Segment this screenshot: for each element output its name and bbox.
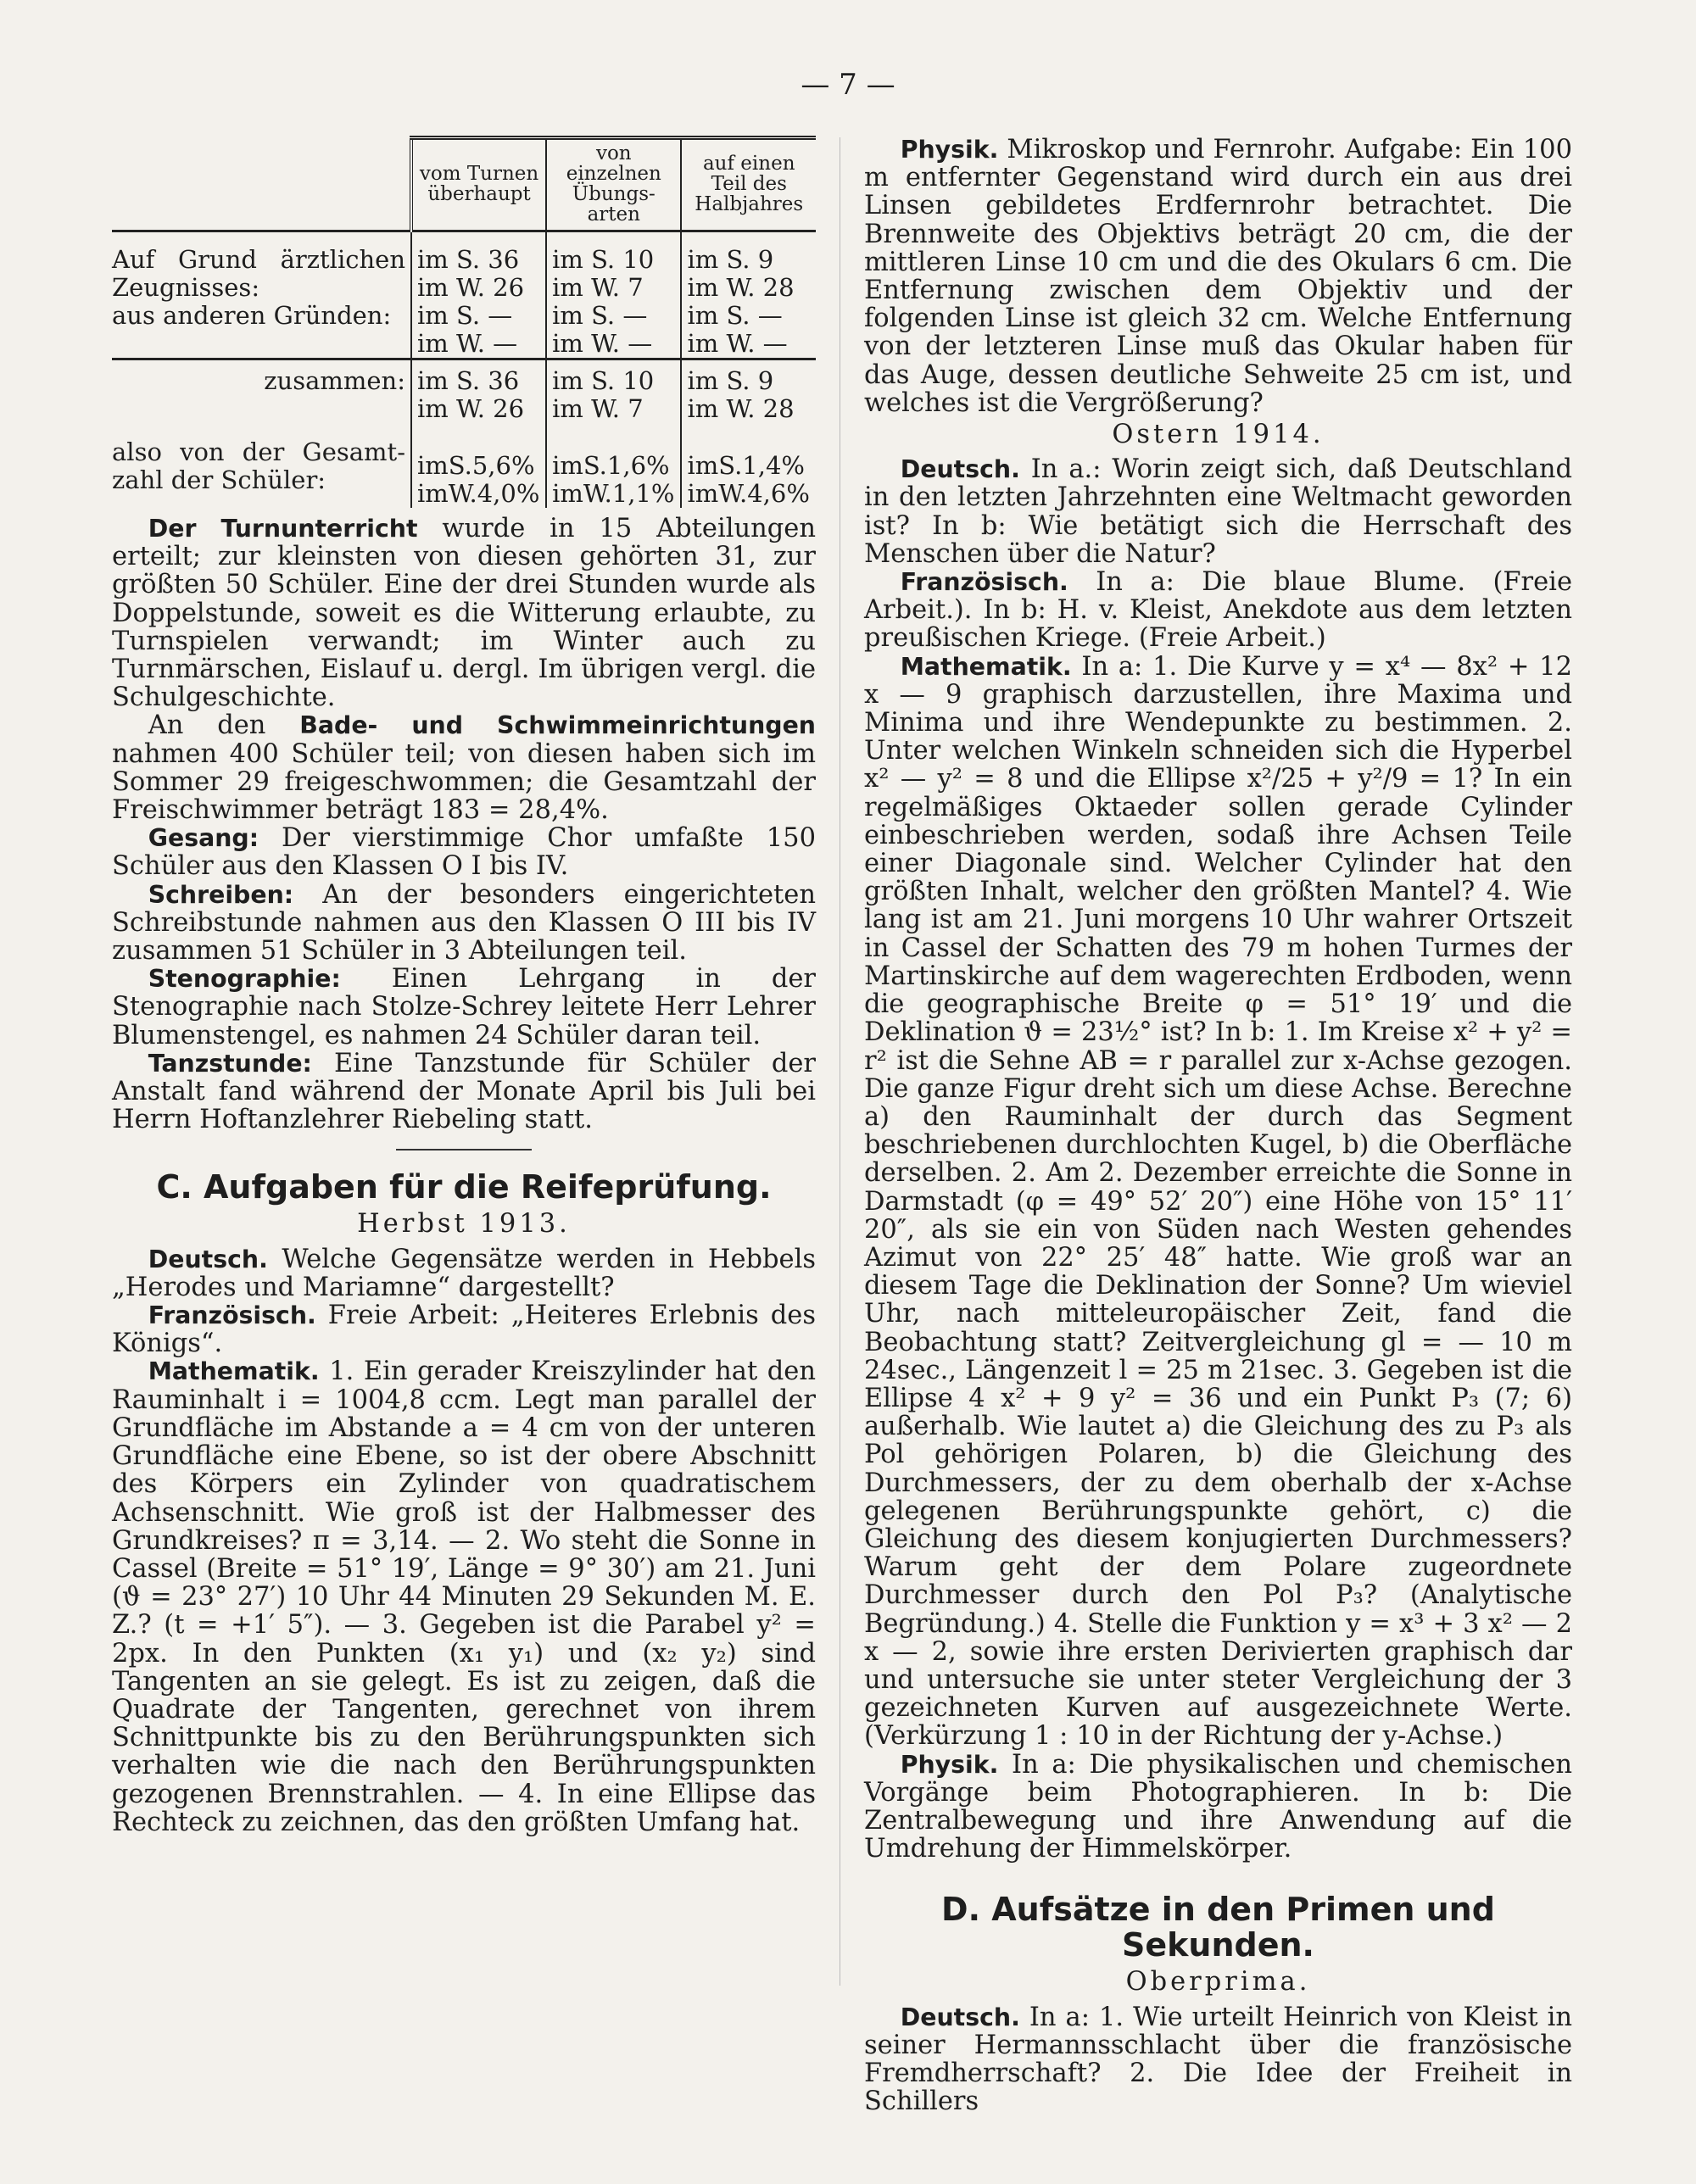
run-in-heading: Deutsch. <box>900 455 1020 484</box>
paragraph-text: An der besonders eingerichteten Schreibstunde nahmen aus den Klassen O III bis IV zusammen 51 Schüler in 3 Abteilungen teil. <box>112 879 816 967</box>
run-in-heading: Schreiben: <box>148 880 294 909</box>
cell-winter: im W. — <box>552 329 653 358</box>
right-column <box>864 136 1572 2115</box>
paragraph-baden <box>112 711 816 824</box>
run-in-heading: Gesang: <box>148 824 259 853</box>
paragraph-text: wurde in 15 Abteilungen erteilt; zur kleinsten von diesen gehörten 31, zur größten 50 Schüler. Eine der drei Stunden wurde als Doppelstunde, soweit es die Witterung erlaubte, zu Turnspielen verwandt; im Winter auch zu Turnmärschen, Eislauf u. dergl. Im übrigen vergl. die Schulgeschichte. <box>112 514 816 713</box>
paragraph-deutsch <box>112 1245 816 1301</box>
run-in-heading: Französisch. <box>900 568 1068 597</box>
cell-summer: im S. 9 <box>687 366 774 395</box>
paragraph-franzoesisch <box>112 1301 816 1357</box>
paragraph-text: In a: 1. Wie urteilt Heinrich von Kleist in seiner Hermannsschlacht über die französische Fremdherrschaft? 2. Die Idee der Freiheit in Schillers <box>864 2002 1572 2117</box>
table-cell <box>681 423 816 508</box>
cell-summer: im S. — <box>417 301 513 330</box>
paragraph-stenographie <box>112 965 816 1050</box>
row-label: zusammen: <box>112 359 411 424</box>
table-row <box>112 302 816 359</box>
table-cell <box>681 231 816 303</box>
table-row <box>112 423 816 508</box>
paragraph-text: In a: Die blaue Blume. (Freie Arbeit.). In b: H. v. Kleist, Anekdote aus dem letzten preußischen Kriege. (Freie Arbeit.) <box>864 567 1572 654</box>
table-row-total <box>112 359 816 424</box>
left-column <box>112 136 816 1836</box>
table-corner <box>112 138 411 231</box>
paragraph-text: Welche Gegensätze werden in Hebbels „Herodes und Mariamne“ dargestellt? <box>112 1244 816 1302</box>
row-label: also von der Gesamt-zahl der Schüler: <box>112 437 405 494</box>
paragraph-text: In a: Die physikalischen und chemischen Vorgänge beim Photographieren. In b: Die Zentralbewegung und ihre Anwendung auf die Umdrehung der Himmelskörper. <box>864 1749 1572 1864</box>
run-in-heading: Deutsch. <box>900 2003 1020 2031</box>
run-in-heading: Mathematik. <box>900 652 1072 681</box>
run-in-heading: Physik. <box>900 136 999 164</box>
paragraph-text: In a.: Worin zeigt sich, daß Deutschland in den letzten Jahrzehnten eine Weltmacht geworden ist? In b: Wie betätigt sich die Herrschaft des Menschen über die Natur? <box>864 454 1572 569</box>
table-cell <box>546 302 681 359</box>
table-header-cell: vom Turnen überhaupt <box>411 138 546 231</box>
cell-summer: im S. 36 <box>417 366 520 395</box>
cell-winter: im W. 28 <box>687 273 795 302</box>
paragraph-tanzstunde <box>112 1050 816 1134</box>
paragraph-text: An den <box>148 710 300 741</box>
table-cell <box>411 231 546 303</box>
cell-summer: im S. 9 <box>687 245 774 274</box>
run-in-heading: Der Turnunterricht <box>148 515 418 543</box>
table-cell <box>681 359 816 424</box>
cell-summer: im S. 10 <box>552 245 655 274</box>
paragraph-text: In a: 1. Die Kurve y = x⁴ — 8x² + 12 x — 9 graphisch darzustellen, ihre Maxima und Minima und ihre Wendepunkte zu bestimmen. 2. Unter welchen Winkeln schneiden sich die Hyperbel x² — y² = 8 und die Ellipse x²/25 + y²/9 = 1? In ein regelmäßiges Oktaeder sollen gerade Cylinder einbeschrieben werden, sodaß ihre Achsen Teile einer Diagonale sind. Welcher Cylinder hat den größten Inhalt, welcher den größten Mantel? 4. Wie lang ist am 21. Juni morgens 10 Uhr wahrer Ortszeit in Cassel der Schatten des 79 m hohen Turmes der Martinskirche auf dem wagerechten Erdboden, wenn die geographische Breite φ = 51° 19′ und die Deklination ϑ = 23½° ist? In b: 1. Im Kreise x² + y² = r² ist die Sehne AB = r parallel zur x-Achse gezogen. Die ganze Figur dreht sich um diese Achse. Berechne a) den Rauminhalt der durch das Segment beschriebenen durchlochten Kugel, b) die Oberfläche derselben. 2. Am 2. Dezember erreichte die Sonne in Darmstadt (φ = 49° 52′ 20″) eine Höhe von 15° 11′ 20″, als sie ein von Süden nach Westen gehendes Azimut von 22° 25′ 48″ hatte. Wie groß war an diesem Tage die Deklination der Sonne? Um wieviel Uhr, nach mitteleuropäischer Zeit, fand die Beobachtung statt? Zeitvergleichung gl = — 10 m 24sec., Längenzeit l = 25 m 21sec. 3. Gegeben ist die Ellipse 4 x² + 9 y² = 36 und ein Punkt P₃ (7; 6) außerhalb. Wie lautet a) die Gleichung des zu P₃ als Pol gehörigen Polaren, b) die Gleichung des Durchmessers, der zu dem oberhalb der x-Achse gelegenen Berührungspunkte gehört, c) die Gleichung des diesem konjugierten Durchmessers? Warum geht der dem Polare zugeordnete Durchmesser durch den Pol P₃? (Analytische Begründung.) 4. Stelle die Funktion y = x³ + 3 x² — 2 x — 2, sowie ihre ersten Derivierten graphisch dar und untersuche sie unter steter Vergleichung der 3 gezeichneten Kurven auf ausgezeichnete Werte. (Verkürzung 1 : 10 in der Richtung der y-Achse.) <box>864 651 1572 1752</box>
table-cell <box>546 231 681 303</box>
table-cell <box>681 302 816 359</box>
table-row <box>112 231 816 303</box>
cell-winter: im W. 26 <box>417 394 525 423</box>
section-heading-c: C. Aufgaben für die Reifeprüfung. <box>156 1168 772 1206</box>
paragraph-mathematik <box>864 653 1572 1751</box>
run-in-heading: Bade- und Schwimmeinrichtungen <box>299 711 816 740</box>
run-in-heading: Stenographie: <box>148 965 341 994</box>
paragraph-text: Der vierstimmige Chor umfaßte 150 Schüler aus den Klassen O I bis IV. <box>112 823 816 882</box>
cell-summer: imS.5,6% <box>417 451 535 480</box>
run-in-heading: Französisch. <box>148 1301 316 1330</box>
table-cell <box>411 423 546 508</box>
table-cell <box>546 423 681 508</box>
run-in-heading: Mathematik. <box>148 1357 320 1386</box>
class-oberprima: Oberprima. <box>1125 1967 1311 1997</box>
paragraph-text: Freie Arbeit: „Heiteres Erlebnis des Königs“. <box>112 1301 816 1359</box>
paragraph-physik-2 <box>864 1751 1572 1864</box>
cell-winter: imW.4,6% <box>687 479 810 508</box>
table-header-row <box>112 138 816 231</box>
cell-winter: im W. — <box>417 329 518 358</box>
row-label: Auf Grund ärztlichen Zeugnisses: <box>112 245 405 302</box>
cell-winter: im W. — <box>687 329 788 358</box>
paragraph-turnunterricht <box>112 515 816 711</box>
table-cell <box>411 359 546 424</box>
paragraph-text: nahmen 400 Schüler teil; von diesen haben sich im Sommer 29 freigeschwommen; die Gesamtzahl der Freischwimmer beträgt 183 = 28,4%. <box>112 738 816 826</box>
cell-summer: imS.1,4% <box>687 451 805 480</box>
paragraph-text: Eine Tanzstunde für Schüler der Anstalt fand während der Monate April bis Juli bei Herrn Hoftanzlehrer Riebeling statt. <box>112 1048 816 1135</box>
cell-summer: im S. — <box>552 301 648 330</box>
table-header-cell: von einzelnen Übungs-arten <box>546 138 681 231</box>
cell-winter: im W. 7 <box>552 394 644 423</box>
run-in-heading: Physik. <box>900 1750 999 1779</box>
cell-summer: im S. 10 <box>552 366 655 395</box>
paragraph-deutsch <box>864 455 1572 568</box>
term-herbst-1913: Herbst 1913. <box>357 1209 571 1240</box>
cell-summer: im S. 36 <box>417 245 520 274</box>
term-ostern-1914: Ostern 1914. <box>1112 420 1325 450</box>
run-in-heading: Deutsch. <box>148 1245 268 1273</box>
paragraph-gesang <box>112 824 816 880</box>
paragraph-text: 1. Ein gerader Kreiszylinder hat den Rauminhalt i = 1004,8 ccm. Legt man parallel der Grundfläche im Abstande a = 4 cm von der unteren Grundfläche eine Ebene, so ist der obere Abschnitt des Körpers ein Zylinder von quadratischem Achsenschnitt. Wie groß ist der Halbmesser des Grundkreises? π = 3,14. — 2. Wo steht die Sonne in Cassel (Breite = 51° 19′, Länge = 9° 30′) am 21. Juni (ϑ = 23° 27′) 10 Uhr 44 Minuten 29 Sekunden M. E. Z.? (t = +1′ 5″). — 3. Gegeben ist die Parabel y² = 2px. In den Punkten (x₁ y₁) und (x₂ y₂) sind Tangenten an sie gelegt. Es ist zu zeigen, daß die Quadrate der Tangenten, gerechnet von ihrem Schnittpunkte bis zu den Berührungspunkten sich verhalten wie die nach den Berührungspunkten gezogenen Brennstrahlen. — 4. In eine Ellipse das Rechteck zu zeichnen, das den größten Umfang hat. <box>112 1357 816 1837</box>
cell-summer: im S. — <box>687 301 783 330</box>
cell-winter: im W. 28 <box>687 394 795 423</box>
paragraph-text: Mikroskop und Fernrohr. Aufgabe: Ein 100 m entfernter Gegenstand wird durch ein aus drei Linsen gebildetes Erdfernrohr betrachtet. Die Brennweite des Objektivs beträgt 20 cm, die der mittleren Linse 10 cm und die des Okulars 6 cm. Die Entfernung zwischen dem Objektiv und der folgenden Linse ist gleich 32 cm. Welche Entfernung von der letzteren Linse muß das Okular haben für das Auge, dessen deutliche Sehweite 25 cm ist, und welches ist die Vergrößerung? <box>864 135 1572 418</box>
paragraph-schreiben <box>112 881 816 966</box>
cell-summer: imS.1,6% <box>552 451 670 480</box>
page-number: — 7 — <box>801 68 895 102</box>
cell-winter: im W. 7 <box>552 273 644 302</box>
table-header-cell: auf einen Teil des Halbjahres <box>681 138 816 231</box>
row-label: aus anderen Gründen: <box>112 301 392 330</box>
paragraph-mathematik <box>112 1357 816 1836</box>
table-cell <box>546 359 681 424</box>
section-rule <box>396 1149 532 1150</box>
exemption-table <box>112 136 816 508</box>
paragraph-text: Einen Lehrgang in der Stenographie nach Stolze-Schrey leitete Herr Lehrer Blumenstengel, es nahmen 24 Schüler daran teil. <box>112 964 816 1050</box>
paragraph-franzoesisch <box>864 568 1572 653</box>
paragraph-physik <box>864 136 1572 417</box>
cell-winter: imW.1,1% <box>552 479 675 508</box>
cell-winter: imW.4,0% <box>417 479 540 508</box>
paragraph-deutsch-aufsaetze <box>864 2003 1572 2116</box>
section-heading-d: D. Aufsätze in den Primen und Sekunden. <box>941 1891 1495 1964</box>
table-cell <box>411 302 546 359</box>
run-in-heading: Tanzstunde: <box>148 1049 312 1078</box>
cell-winter: im W. 26 <box>417 273 525 302</box>
